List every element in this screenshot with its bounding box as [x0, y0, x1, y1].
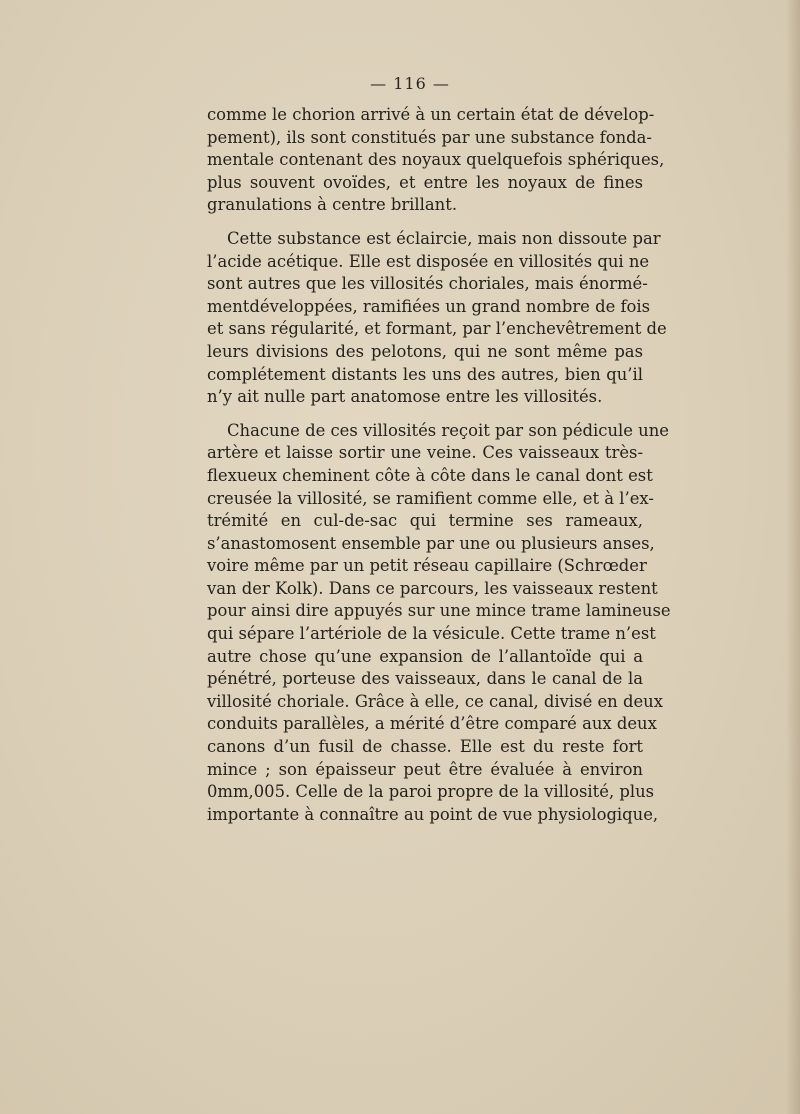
text-line: mentdéveloppées, ramifiées un grand nombre de fois: [207, 296, 651, 316]
body-text: [207, 104, 671, 826]
text-line: pénétré, porteuse des vaisseaux, dans le canal de la: [207, 669, 643, 689]
text-line: 0mm,005. Celle de la paroi propre de la villosité, plus: [207, 782, 655, 802]
text-line: creusée la villosité, se ramifient comme elle, et à l’ex-: [207, 488, 654, 508]
text-line: villosité choriale. Grâce à elle, ce canal, divisé en deux: [207, 691, 663, 711]
paragraph-1: [207, 104, 665, 217]
paragraph-2: [207, 228, 667, 409]
text-line: s’anastomosent ensemble par une ou plusieurs anses,: [207, 533, 655, 553]
text-line: van der Kolk). Dans ce parcours, les vaisseaux restent: [207, 578, 658, 598]
text-line: et sans régularité, et formant, par l’enchevêtrement de: [207, 319, 667, 339]
page-edge-shadow: [786, 0, 800, 1114]
text-line: Chacune de ces villosités reçoit par son pédicule une: [227, 420, 669, 440]
text-line: canons d’un fusil de chasse. Elle est du reste fort: [207, 737, 643, 757]
text-line: n’y ait nulle part anatomose entre les villosités.: [207, 387, 603, 407]
text-line: voire même par un petit réseau capillaire (Schrœder: [207, 556, 647, 576]
text-line: granulations à centre brillant.: [207, 195, 458, 215]
text-line: flexueux cheminent côte à côte dans le canal dont est: [207, 465, 653, 485]
text-line: Cette substance est éclaircie, mais non dissoute par: [227, 228, 661, 248]
text-line: autre chose qu’une expansion de l’allantoïde qui a: [207, 646, 643, 666]
text-line: artère et laisse sortir une veine. Ces vaisseaux très-: [207, 443, 643, 463]
text-line: conduits parallèles, a mérité d’être comparé aux deux: [207, 714, 657, 734]
text-line: comme le chorion arrivé à un certain état de dévelop-: [207, 105, 655, 124]
text-line: l’acide acétique. Elle est disposée en villosités qui ne: [207, 251, 650, 271]
text-line: plus souvent ovoïdes, et entre les noyaux de fines: [207, 172, 643, 192]
text-line: qui sépare l’artériole de la vésicule. Cette trame n’est: [207, 624, 656, 644]
paragraph-3: [207, 420, 671, 827]
text-line: complétement distants les uns des autres, bien qu’il: [207, 364, 643, 384]
text-line: pour ainsi dire appuyés sur une mince trame lamineuse: [207, 601, 671, 621]
text-line: sont autres que les villosités choriales, mais énormé-: [207, 274, 648, 294]
text-line: importante à connaître au point de vue physiologique,: [207, 804, 659, 824]
text-line: mentale contenant des noyaux quelquefois sphériques,: [207, 150, 665, 170]
text-line: leurs divisions des pelotons, qui ne sont même pas: [207, 341, 643, 361]
text-line: mince ; son épaisseur peut être évaluée à environ: [207, 759, 643, 779]
page-number: — 116 —: [370, 74, 450, 93]
text-line: pement), ils sont constitués par une substance fonda-: [207, 127, 652, 147]
text-line: trémité en cul-de-sac qui termine ses rameaux,: [207, 511, 643, 531]
